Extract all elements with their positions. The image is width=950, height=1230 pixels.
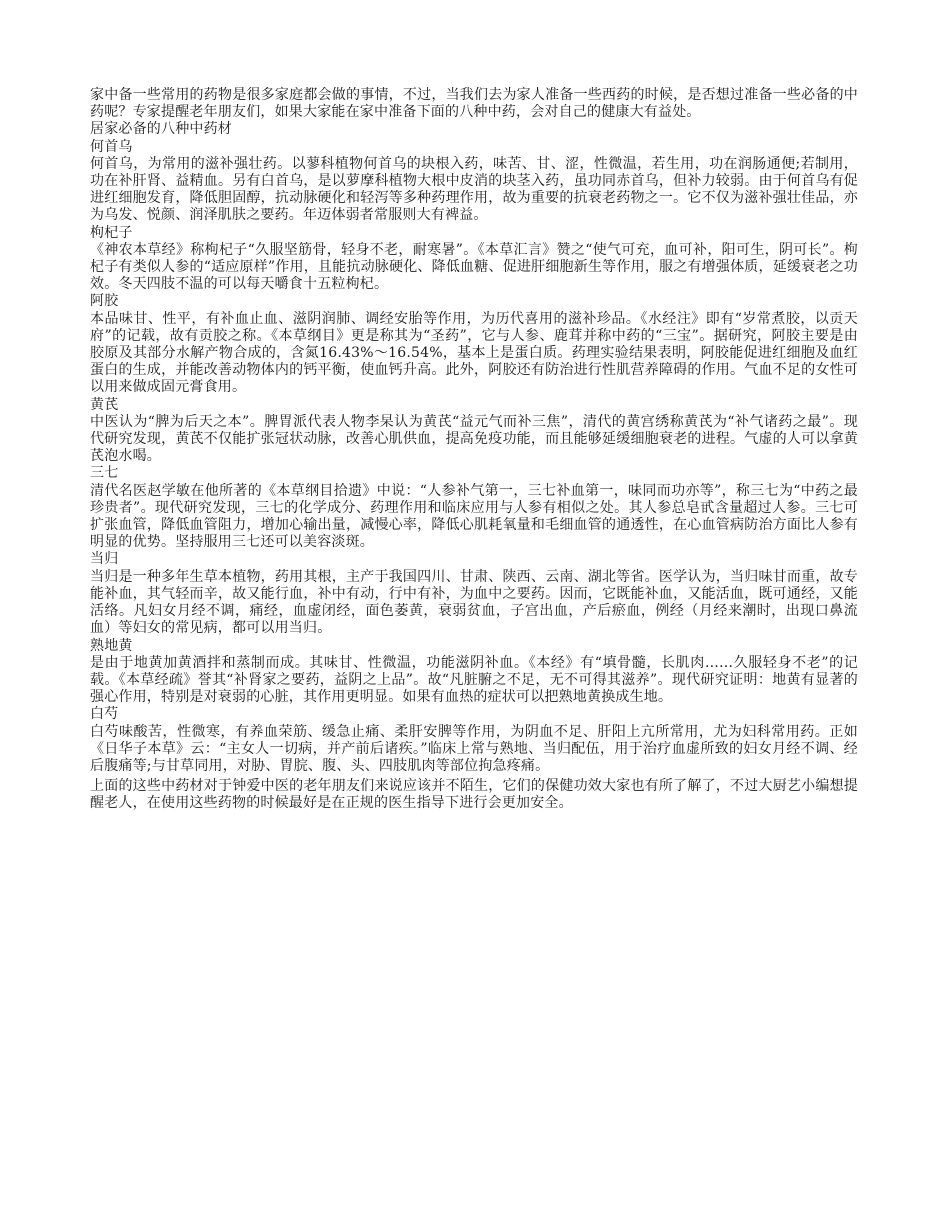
section-heading-baishao: 白芍: [90, 706, 119, 723]
closing-paragraph: 上面的这些中药材对于钟爱中医的老年朋友们来说应该并不陌生，它们的保健功效大家也有所了解了，不过大厨艺小编想提醒老人，在使用这些药物的时候最好是在正规的医生指导下进行会更加安全。: [90, 778, 858, 812]
section-body-gouqizi: 《神农本草经》称枸杞子“久服坚筋骨，轻身不老，耐寒暑”。《本草汇言》赞之“使气可充，血可补，阳可生，阴可长”。枸杞子有类似人参的“适应原样”作用，且能抗动脉硬化、降低血糖、促进肝细胞新生等作用，服之有增强体质，延缓衰老之功效。冬天四肢不温的可以每天嚼食十五粒枸杞。: [90, 241, 858, 293]
section-body-danggui: 当归是一种多年生草本植物，药用其根，主产于我国四川、甘肃、陕西、云南、湖北等省。医学认为，当归味甘而重，故专能补血，其气轻而辛，故又能行血，补中有动，行中有补，为血中之要药。因而，它既能补血，又能活血，既可通经，又能活络。凡妇女月经不调，痛经，血虚闭经，面色萎黄，衰弱贫血，子宫出血，产后瘀血，例经（月经来潮时，出现口鼻流血）等妇女的常见病，都可以用当归。: [90, 568, 858, 637]
section-body-ejiao: 本品味甘、性平，有补血止血、滋阴润肺、调经安胎等作用，为历代喜用的滋补珍品。《水经注》即有“岁常煮胶，以贡天府”的记载，故有贡胶之称。《本草纲目》更是称其为“圣药”，它与人参、鹿茸并称中药的“三宝”。据研究，阿胶主要是由胶原及其部分水解产物合成的，含氮16.43%～16.54%，基本上是蛋白质。药理实验结果表明，阿胶能促进红细胞及血红蛋白的生成，并能改善动物体内的钙平衡，使血钙升高。此外，阿胶还有防治进行性肌营养障碍的作用。气血不足的女性可以用来做成固元膏食用。: [90, 310, 858, 396]
section-heading-shudihuang: 熟地黄: [90, 637, 133, 654]
section-heading-gouqizi: 枸杞子: [90, 224, 133, 241]
section-body-heshouwu: 何首乌，为常用的滋补强壮药。以蓼科植物何首乌的块根入药，味苦、甘、涩，性微温，若生用，功在润肠通便;若制用，功在补肝肾、益精血。另有白首乌，是以萝摩科植物大根中皮消的块茎入药，虽功同赤首乌，但补力较弱。由于何首乌有促进红细胞发育，降低胆固醇，抗动脉硬化和轻泻等多种药理作用，故为重要的抗衰老药物之一。它不仅为滋补强壮佳品，亦为乌发、悦颜、润泽肌肤之要药。年迈体弱者常服则大有裨益。: [90, 155, 858, 224]
section-heading-danggui: 当归: [90, 551, 119, 568]
section-body-baishao: 白芍味酸苦，性微寒，有养血荣筋、缓急止痛、柔肝安脾等作用，为阴血不足、肝阳上亢所常用，尤为妇科常用药。正如《日华子本草》云：“主女人一切病，并产前后诸疾。”临床上常与熟地、当归配伍，用于治疗血虚所致的妇女月经不调、经后腹痛等;与甘草同用，对胁、胃脘、腹、头、四肢肌肉等部位拘急疼痛。: [90, 723, 858, 774]
section-heading-sanqi: 三七: [90, 465, 119, 482]
section-body-sanqi: 清代名医赵学敏在他所著的《本草纲目拾遗》中说：“人参补气第一，三七补血第一，味同而功亦等”，称三七为“中药之最珍贵者”。现代研究发现，三七的化学成分、药理作用和临床应用与人参有相似之处。其人参总皂甙含量超过人参。三七可扩张血管，降低血管阻力，增加心输出量，减慢心率，降低心肌耗氧量和毛细血管的通透性，在心血管病防治方面比人参有明显的优势。坚持服用三七还可以美容淡斑。: [90, 482, 858, 551]
section-body-huangqi: 中医认为“脾为后天之本”。脾胃派代表人物李杲认为黄芪“益元气而补三焦”，清代的黄宫绣称黄芪为“补气诸药之最”。现代研究发现，黄芪不仅能扩张冠状动脉，改善心肌供血，提高免疫功能，而且能够延缓细胞衰老的进程。气虚的人可以拿黄芪泡水喝。: [90, 413, 858, 465]
section-body-shudihuang: 是由于地黄加黄酒拌和蒸制而成。其味甘、性微温，功能滋阴补血。《本经》有“填骨髓，长肌肉……久服轻身不老”的记载。《本草经疏》誉其“补肾家之要药，益阴之上品”。故“凡脏腑之不足，无不可得其滋养”。现代研究证明：地黄有显著的强心作用，特别是对衰弱的心脏，其作用更明显。如果有血热的症状可以把熟地黄换成生地。: [90, 654, 858, 706]
article-body: [90, 87, 858, 813]
section-heading-ejiao: 阿胶: [90, 293, 119, 310]
section-heading-huangqi: 黄芪: [90, 396, 119, 413]
intro-paragraph: 家中备一些常用的药物是很多家庭都会做的事情，不过，当我们去为家人准备一些西药的时候，是否想过准备一些必备的中药呢？专家提醒老年朋友们，如果大家能在家中准备下面的八种中药，会对自己的健康大有益处。: [90, 87, 858, 121]
section-heading-heshouwu: 何首乌: [90, 138, 133, 155]
article-title: 居家必备的八种中药材: [90, 121, 232, 138]
